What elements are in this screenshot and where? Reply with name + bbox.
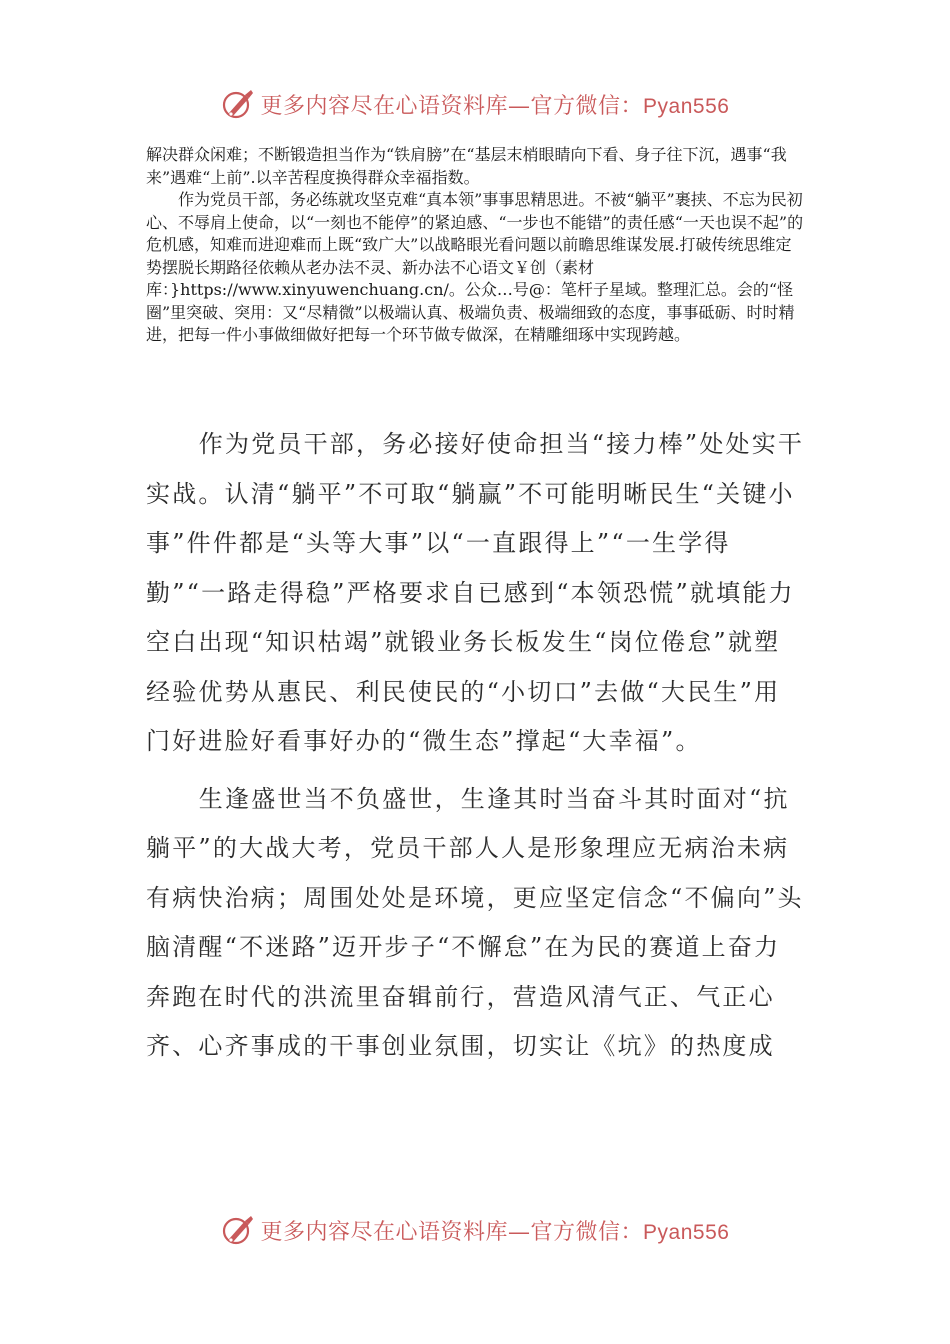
pen-logo-icon xyxy=(221,87,255,121)
footer-banner xyxy=(0,1210,950,1250)
pen-logo-icon xyxy=(221,1213,255,1247)
header-banner-text xyxy=(261,89,730,120)
footer-banner-label: 更多内容尽在心语资料库—官方微信： xyxy=(260,1219,644,1245)
main-text-block xyxy=(146,420,806,1072)
body-paragraph-1: 作为党员干部，务必接好使命担当“接力棒”处处实干实战。认清“躺平”不可取“躺赢”不可能明晰民生“关键小事”件件都是“头等大事”以“一直跟得上”“一生学得勤”“一路走得稳”严格要求自已感到“本领恐慌”就填能力空白出现“知识枯竭”就锻业务长板发生“岗位倦怠”就塑经验优势从惠民、利民使民的“小切口”去做“大民生”用门好进脸好看事好办的“微生态”撑起“大幸福”。 xyxy=(146,430,805,755)
header-banner xyxy=(0,84,950,124)
footer-banner-handle: Pyan556 xyxy=(643,1220,730,1244)
footer-banner-text xyxy=(261,1215,730,1246)
body-paragraph-2: 生逢盛世当不负盛世，生逢其时当奋斗其时面对“抗躺平”的大战大考，党员干部人人是形象理应无病治未病有病快治病；周围处处是环境，更应坚定信念“不偏向”头脑清醒“不迷路”迈开步子“不懈怠”在为民的赛道上奋力奔跑在时代的洪流里奋辑前行，营造风清气正、气正心齐、心齐事成的干事创业氛围，切实让《坑》的热度成 xyxy=(146,784,804,1060)
small-paragraph-2: 作为党员干部，务必练就攻坚克难“真本领”事事思精思进。不被“躺平”裹挟、不忘为民初心、不辱肩上使命，以“一刻也不能停”的紧迫感、“一步也不能错”的责任感“一天也误不起”的危机感，知难而进迎难而上既“致广大”以战略眼光看问题以前瞻思维谋发展.打破传统思维定势摆脱长期路径依赖从老办法不灵、新办法不心语文￥创（素材库：}https://www.xinyuwenchuang.cn/。公众…号@：笔杆子星域。整理汇总。会的“怪圈”里突破、突用：又“尽精微”以极端认真、极端负责、极端细致的态度，事事砥砺、时时精进，把每一件小事做细做好把每一个环节做专做深，在精雕细琢中实现跨越。 xyxy=(146,190,804,344)
header-banner-label: 更多内容尽在心语资料库—官方微信： xyxy=(260,93,644,119)
header-banner-handle: Pyan556 xyxy=(643,94,730,118)
small-text-block xyxy=(146,144,806,347)
small-paragraph-1: 解决群众闲难；不断锻造担当作为“铁肩膀”在“基层末梢眼睛向下看、身子往下沉，遇事“我来”遇难“上前”.以辛苦程度换得群众幸福指数。 xyxy=(146,145,787,187)
